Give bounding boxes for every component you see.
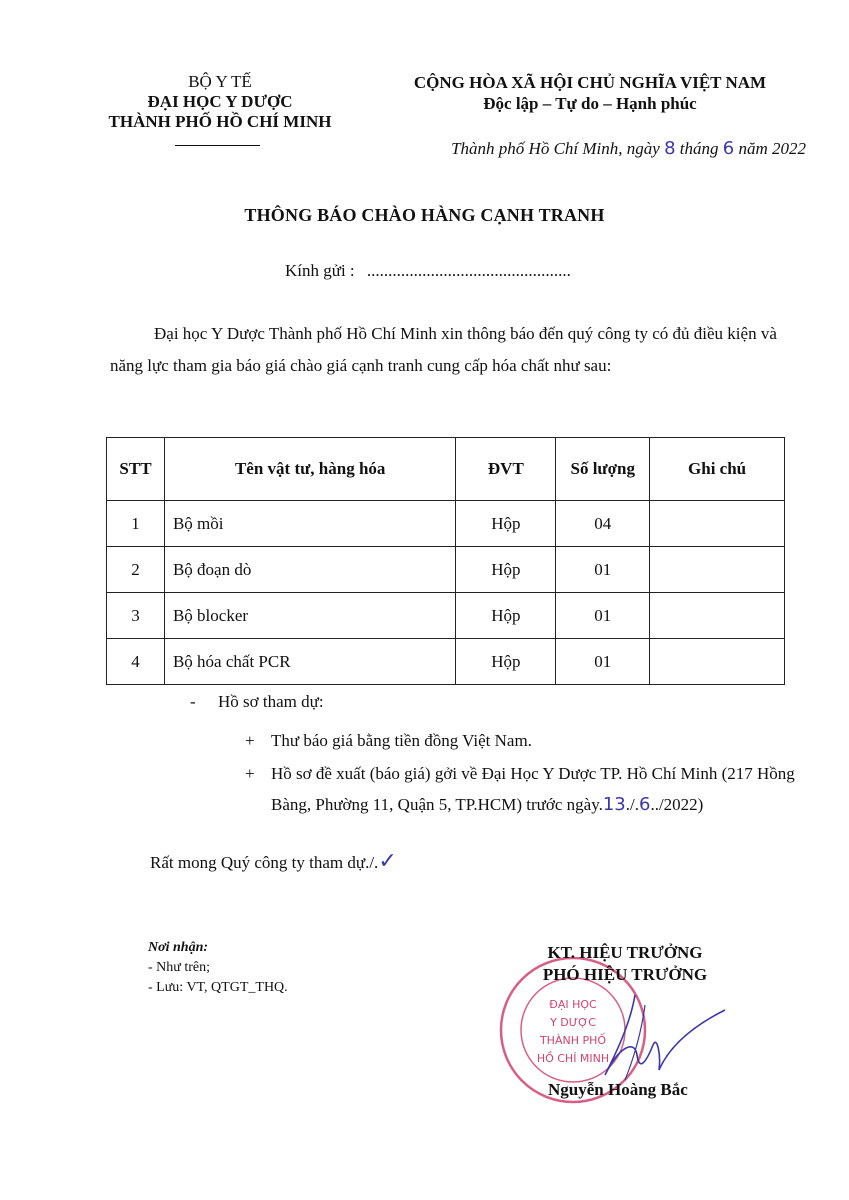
seal-text-4: HỒ CHÍ MINH [536,1052,610,1065]
seal-text-1: ĐẠI HỌC [549,998,597,1011]
table-row [107,639,785,685]
table-header-row [107,438,785,501]
dossier-item-2-text [271,758,805,820]
cell-stt: 3 [107,593,165,639]
plus-marker: + [245,764,255,783]
dossier-dash: - [190,692,196,711]
cell-item-name: Bộ mồi [164,501,455,547]
dossier-item-1 [245,725,805,756]
dossier-item-1-text: Thư báo giá bằng tiền đồng Việt Nam. [271,731,532,750]
motto: Độc lập – Tự do – Hạnh phúc [483,94,697,113]
table-row [107,501,785,547]
deadline-sep: ./. [625,795,639,814]
check-mark-icon: ✓ [378,849,397,874]
university-name: ĐẠI HỌC Y DƯỢC [147,92,293,111]
deadline-month: 6 [639,794,651,815]
recipient-line: - Lưu: VT, QTGT_THQ. [148,980,288,995]
signature-title-2: PHÓ HIỆU TRƯỞNG [542,965,708,984]
place-date [380,138,806,159]
cell-note [650,639,785,685]
header-left-rule [175,145,260,146]
cell-stt: 2 [107,547,165,593]
deadline-year: ../2022) [650,795,704,814]
header-note: Ghi chú [650,438,785,501]
dossier-item-2 [245,758,805,820]
items-table [106,437,785,685]
cell-quantity: 04 [556,501,650,547]
cell-unit: Hộp [456,501,556,547]
cell-item-name: Bộ blocker [164,593,455,639]
document-title: THÔNG BÁO CHÀO HÀNG CẠNH TRANH [244,205,605,225]
cell-item-name: Bộ hóa chất PCR [164,639,455,685]
national-motto-block [380,72,800,114]
intro-paragraph [110,318,790,382]
intro-text: Đại học Y Dược Thành phố Hồ Chí Minh xin thông báo đến quý công ty có đủ điều kiện và năng lực tham gia báo giá chào giá cạnh tranh cung cấp hóa chất như sau: [110,324,777,375]
signature-block [500,942,750,986]
greeting-dots: ................................................ [366,261,571,280]
date-day: 8 [664,138,676,159]
handwritten-signature-icon [575,985,735,1085]
date-month-label: tháng [679,139,719,158]
country-name: CỘNG HÒA XÃ HỘI CHỦ NGHĨA VIỆT NAM [413,73,767,92]
table-row [107,593,785,639]
cell-note [650,547,785,593]
seal-text-2: Y DƯỢC [550,1016,596,1029]
signer-name: Nguyễn Hoàng Bắc [548,1080,688,1099]
date-year: năm 2022 [738,139,806,158]
header-unit: ĐVT [456,438,556,501]
cell-quantity: 01 [556,547,650,593]
recipient-line: - Như trên; [148,960,211,975]
dossier-item-2-main: Hồ sơ đề xuất (báo giá) gởi về Đại Học Y Dược TP. Hồ Chí Minh (217 Hồng Bàng, Phường 11, Quận 5, TP.HCM) trước ngày. [271,764,795,814]
ministry-name: BỘ Y TẾ [188,72,252,91]
cell-unit: Hộp [456,639,556,685]
table-row [107,547,785,593]
university-city: THÀNH PHỐ HỒ CHÍ MINH [108,112,332,131]
issuer-block [95,72,345,132]
date-prefix: Thành phố Hồ Chí Minh, ngày [451,139,660,158]
cell-stt: 4 [107,639,165,685]
dossier-label: Hồ sơ tham dự: [218,692,324,711]
closing-text: Rất mong Quý công ty tham dự./. [150,853,379,872]
cell-note [650,501,785,547]
cell-unit: Hộp [456,593,556,639]
dossier-heading [190,692,324,712]
date-month: 6 [722,138,735,159]
recipients-block [148,938,288,998]
cell-quantity: 01 [556,639,650,685]
greeting [285,261,571,281]
cell-note [650,593,785,639]
cell-stt: 1 [107,501,165,547]
signature-title-1: KT. HIỆU TRƯỞNG [547,943,703,962]
cell-quantity: 01 [556,593,650,639]
header-item-name: Tên vật tư, hàng hóa [164,438,455,501]
cell-unit: Hộp [456,547,556,593]
seal-text-3: THÀNH PHỐ [539,1034,607,1047]
greeting-label: Kính gửi : [285,261,355,280]
header-stt: STT [107,438,165,501]
header-quantity: Số lượng [556,438,650,501]
closing-line [150,849,397,874]
cell-item-name: Bộ đoạn dò [164,547,455,593]
plus-marker: + [245,731,255,750]
deadline-day: 13 [602,794,626,815]
recipients-label: Nơi nhận: [148,940,209,955]
